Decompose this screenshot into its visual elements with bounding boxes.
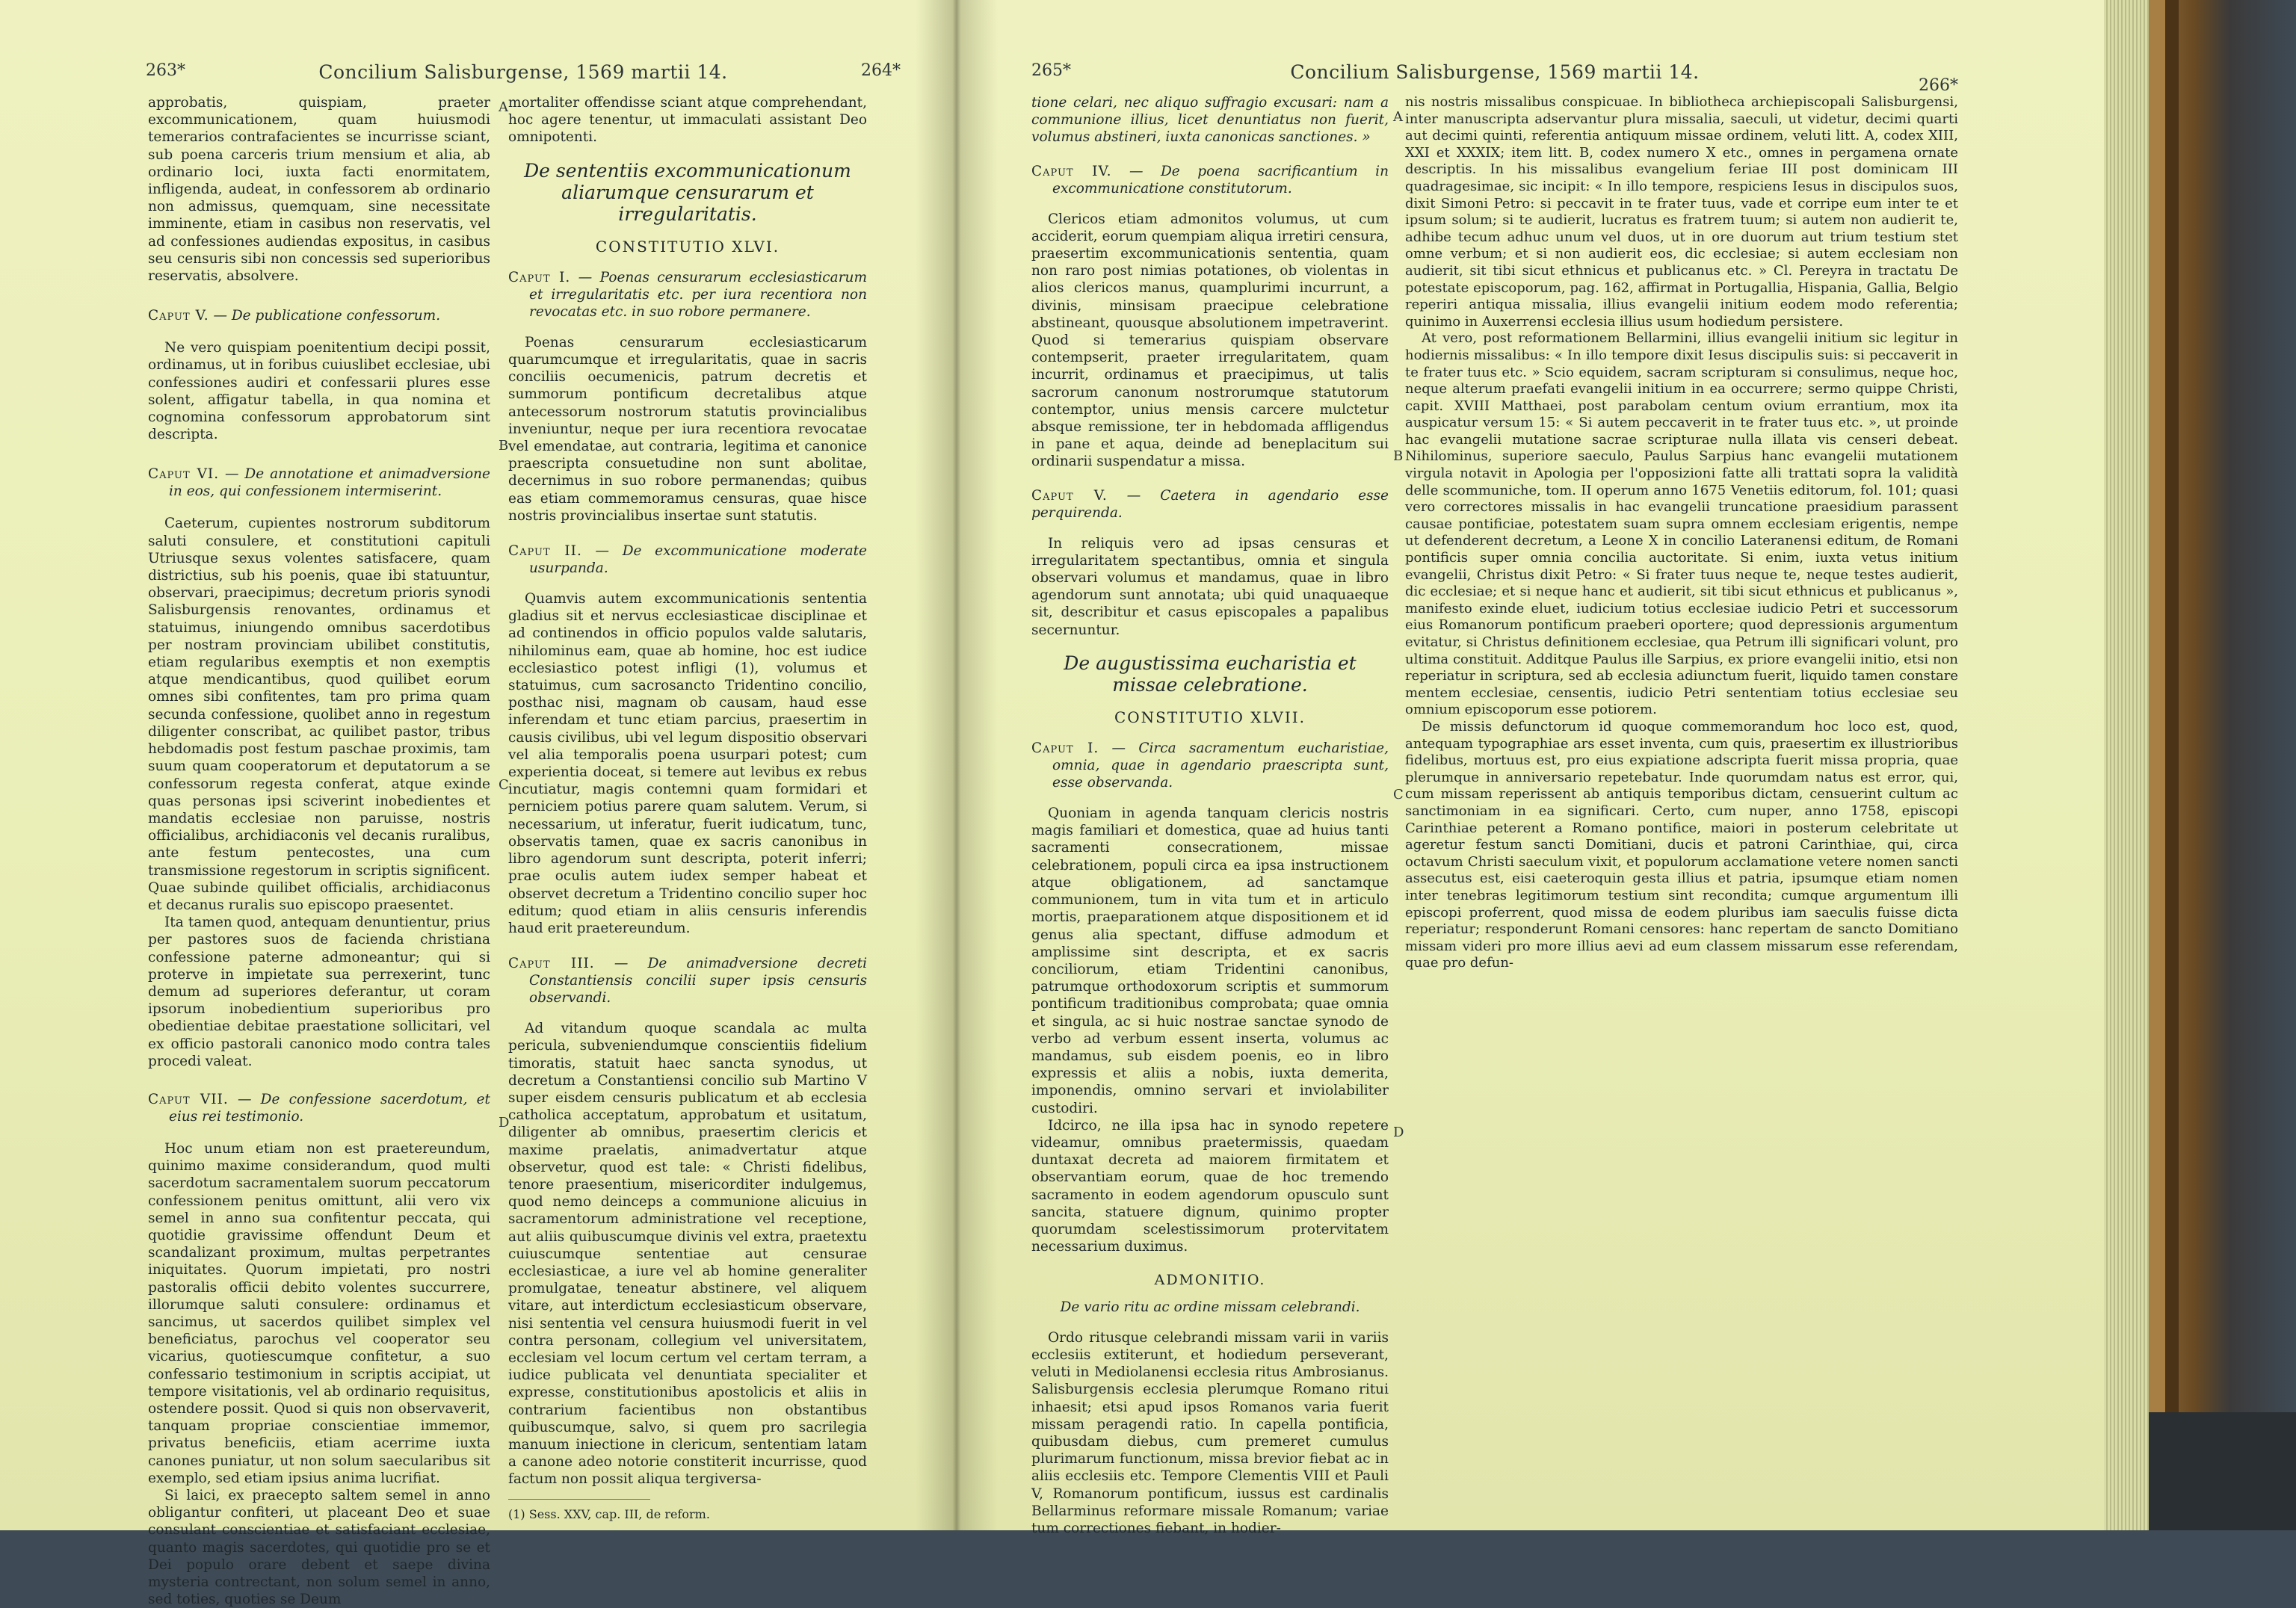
- paragraph: Ad vitandum quoque scandala ac multa pericula, subveniendumque conscientiis fidelium timoratis, statuit haec sancta synodus, ut decretum a Constantiensi concilio sub Martino V super eisdem censuris publicatum et ab ecclesia catholica acceptatum, approbatum et usitatum, diligenter ab omnibus, praesertim clericis et maxime praelatis, animadvertatur atque observetur, quod est tale: « Christi fidelibus, tenore praesentium, misericorditer indulgemus, quod nemo deinceps a communione alicuius in sacramentorum administratione vel receptione, aut aliis quibuscumque divinis vel extra, praetextu cuiuscumque sententiae aut censurae ecclesiasticae, a iure vel ab homine generaliter promulgatae, teneatur abstinere, vel aliquem vitare, aut interdictum ecclesiasticum observare, nisi sententia vel censura huiusmodi fuerit in vel contra personam, collegium vel universitatem, ecclesiam vel locum certum vel certam terram, a iudice publicata vel denuntiata specialiter et expresse, constitutionibus apostolicis et aliis in contrarium facientibus non obstantibus quibuscumque, salvo, si quem pro sacrilegia manuum iniectione in clericum, sententiam latam a canone adeo notorie constiterit incurrisse, quod factum non possit aliqua tergiversa-: [508, 1021, 867, 1488]
- section-heading: Caput I. — Poenas censurarum ecclesiasticarum et irregularitatis etc. per iura recentiora non revocatas etc. in suo robore permanere.: [508, 269, 867, 320]
- right-page-header: [1031, 61, 1958, 95]
- margin-marker: B: [499, 438, 509, 454]
- section-heading: Caput VII. — De confessione sacerdotum, et eius rei testimonio.: [148, 1091, 490, 1125]
- right-page-column-2: [1405, 94, 1958, 972]
- paragraph: Ita tamen quod, antequam denuntientur, prius per pastores suos de facienda christiana confessione paterne admoneantur; qui si proterve in impietate sua perrexerint, tunc demum ad superiores deferantur, ut coram ipsorum inobedientium superioribus pro obedientiae debitae praestatione sollicitari, vel ex officio pastorali canonico modo contra tales procedi valeat.: [148, 915, 490, 1069]
- paragraph: Si laici, ex praecepto saltem semel in anno obligantur confiteri, ut placeant Deo et suae consulant conscientiae et satisfaciant ecclesiae, quanto magis sacerdotes, qui quotidie pro se et Dei populo orare debent et saepe divina mysteria contrectant, non solum semel in anno, sed toties, quoties se Deum: [148, 1488, 490, 1608]
- left-page: [0, 0, 949, 1608]
- section-rubric: De sententiis excommunicationum aliarumque censurarum et irregularitatis.: [524, 159, 851, 225]
- section-heading: Caput II. — De excommunicatione moderate usurpanda.: [508, 543, 867, 577]
- section-rubric: De augustissima eucharistia et missae celebratione.: [1064, 652, 1357, 696]
- book-gutter: [916, 0, 998, 1530]
- left-page-header: [146, 61, 901, 91]
- paragraph: Idcirco, ne illa ipsa hac in synodo repetere videamur, omnibus praetermissis, quaedam duntaxat decreta ad maiorem firmitatem et observantiam eorum, quae de hoc tremendo sacramento in eodem agendorum opusculo sunt sancita, statuere dignum, quinimo propter quorumdam scelestissimorum protervitatem necessarium duximus.: [1031, 1117, 1389, 1255]
- margin-marker: C: [499, 777, 509, 793]
- page-number: 263*: [146, 61, 185, 80]
- paragraph: Clericos etiam admonitos volumus, ut cum acciderit, eorum quempiam aliqua irretiri censura, praesertim excommunicationis sententia, quam non raro post nimias potationes, ob violentas in alios clericos manus, quamplurimi incurrunt, a divinis, minsisam praecipue celebratione abstineant, quousque absolutionem impetraverint. Quod si temerarius quispiam observare contempserit, praeter irregularitatem, quam incurrit, ordinamus et praecipimus, ut talis sacrorum canonum nostrorumque statutorum contemptor, unius mensis carcere mulctetur absque remissione, ter in hebdomada affligendus in pane et aqua, deinde ad beneplacitum sui ordinarii suspendatur a missa.: [1031, 211, 1389, 470]
- right-page-column-1: [1031, 94, 1389, 1537]
- section-heading: Caput V. — Caetera in agendario esse perquirenda.: [1031, 487, 1389, 521]
- section-heading: Caput VI. — De annotatione et animadversione in eos, qui confessionem intermiserint.: [148, 466, 490, 500]
- page-number: 265*: [1031, 61, 1071, 80]
- margin-marker: D: [499, 1115, 510, 1131]
- cover-edge-shadow: [2165, 0, 2179, 1530]
- paragraph: De missis defunctorum id quoque commemorandum hoc loco est, quod, antequam typographiae ars esset inventa, cum quis, praesertim ex illustrioribus fidelibus, mortuus est, pro eius expiatione adscripta fuerit missa propria, quae plerumque in anniversario repetebatur. Inde quorumdam natus est error, qui, cum missam reperissent ab antiquis temporibus dictam, censuerint cultum ac sanctimoniam in ea significari. Certo, cum nuper, anno 1758, episcopi Carinthiae peterent a Romano pontifice, maiori in posterum celebritate ut ageretur festum sancti Domitiani, ducis et patroni Carinthiae, qui, circa octavum Christi saeculum vixit, et populorum acclamatione vetere nomen sancti assecutus est, eisi caeteroquin gesta illius et patria, ipsumque etiam nomen inter tenebras legitimorum testium sint recondita; cumque argumentum illi episcopi proferrent, quod missa de eodem pluribus iam saeculis fuisse dicta reperiatur; responderunt Romani censores: hanc repertam de sancto Domitiano missam videri pro more illius aevi ad eum classem missarum esse referendam, quae pro defun-: [1405, 718, 1958, 971]
- constitution-heading: CONSTITUTIO XLVII.: [1114, 708, 1306, 726]
- background-shadow: [2149, 1412, 2296, 1530]
- section-heading: Caput III. — De animadversione decreti Constantiensis concilii super ipsis censuris observandi.: [508, 956, 868, 1006]
- admonition-subtitle: De vario ritu ac ordine missam celebrandi.: [1060, 1299, 1360, 1315]
- page-number: 264*: [861, 61, 901, 80]
- left-page-column-2: [508, 94, 867, 1523]
- page-number: 266*: [1919, 76, 1958, 95]
- page-edges: [2104, 0, 2149, 1530]
- running-title: Concilium Salisburgense, 1569 martii 14.: [318, 61, 728, 83]
- margin-marker: B: [1393, 448, 1404, 464]
- paragraph: Hoc unum etiam non est praetereundum, quinimo maxime considerandum, quod multi sacerdotum sacramentalem suorum peccatorum confessionem penitus omittunt, alii vero vix semel in anno sua confitentur peccata, qui quotidie gravissime offendunt Deum et scandalizant proximum, multas perpetrantes iniquitates. Quorum impietati, pro nostri pastoralis officii debito volentes succurrere, illorumque saluti consulere: ordinamus et sancimus, ut sacerdos quilibet simplex vel beneficiatus, parochus vel cooperator seu vicarius, quotiescumque confitetur, a suo confessario testimonium in scriptis accipiat, ut tempore visitationis, vel ab ordinario requisitus, ostendere possit. Quod si quis non observaverit, tanquam propriae conscientiae immemor, privatus beneficiis, etiam acerrime iuxta canones puniatur, ut non solum saecularibus sit exemplo, sed etiam ipsius anima lucrifiat.: [148, 1140, 490, 1486]
- admonition-heading: ADMONITIO.: [1154, 1272, 1266, 1289]
- book-cover: [2149, 0, 2296, 1530]
- section-heading: Caput I. — Circa sacramentum eucharistiae, omnia, quae in agendario praescripta sunt, esse observanda.: [1031, 740, 1389, 791]
- right-page: [949, 0, 2104, 1536]
- paragraph: Poenas censurarum ecclesiasticarum quarumcumque et irregularitatis, quae in sacris conciliis oecumenicis, patrum decretis et summorum pontificum decretalibus atque antecessorum nostrorum statutis provincialibus inveniuntur, neque per iura recentiora revocatae vel emendatae, aut contraria, legitima et canonice praescripta consuetudine non sunt abolitae, decernimus in suo robore permanendas; quibus eas etiam commemoramus censuras, quae hisce nostris provincialibus insertae sunt statutis.: [508, 334, 867, 524]
- running-title: Concilium Salisburgense, 1569 martii 14.: [1290, 61, 1700, 83]
- section-heading: Caput V. — De publicatione confessorum.: [148, 308, 441, 324]
- margin-marker: D: [1393, 1125, 1404, 1140]
- margin-marker: A: [499, 99, 508, 115]
- paragraph: mortaliter offendisse sciant atque comprehendant, hoc agere tenentur, ut immaculati assistant Deo omnipotenti.: [508, 95, 867, 146]
- paragraph: Quoniam in agenda tanquam clericis nostris magis familiari et domestica, quae ad huius tanti sacramenti consecrationem, missae celebrationem, populi circa ea ipsa instructionem atque obligationem, ad sanctamque communionem, tum in vita tum et in articulo mortis, praeparationem atque dispositionem et id genus alia spectant, diffuse admodum et amplissime sint descripta, et ex sacris conciliorum, etiam Tridentini canonibus, patrumque orthodoxorum scriptis et summorum pontificum traditionibus comprobata; quae omnia et singula, ac si huic nostrae sanctae synodo de verbo ad verbum essent inserta, volumus ac mandamus, sub eisdem poenis, eo in libro expressis et aliis a nobis, iuxta demerita, imponendis, omnino servari et inviolabiliter custodiri.: [1031, 805, 1389, 1116]
- paragraph: Ne vero quispiam poenitentium decipi possit, ordinamus, ut in foribus cuiuslibet ecclesiae, ubi confessiones audiri et confessarii plures esse solent, affigatur tabella, in qua nomina et cognomina confessorum approbatorum sint descripta.: [148, 340, 490, 443]
- paragraph: approbatis, quispiam, praeter excommunicationem, quam huiusmodi temerarios contrafacientes se incurrisse sciant, sub poena carceris trium mensium et alia, ab ordinario loci, iuxta facti enormitatem, infligenda, audeat, in confessorem ab ordinario non admissus, quemquam, sine necessitate imminente, etiam in casibus non reservatis, vel ad confessiones audiendas expositus, in casibus seu censuris sibi non concessis sed superioribus reservatis, absolvere.: [148, 95, 490, 285]
- cover-edge: [2149, 0, 2165, 1530]
- margin-marker: C: [1393, 787, 1404, 803]
- paragraph: At vero, post reformationem Bellarmini, illius evangelii initium sic legitur in hodiernis missalibus: « In illo tempore dixit Iesus discipulis suis: si peccaverit in te frater tuus etc. » Scio equidem, sacram scripturam si consulimus, neque hoc, neque alterum praefati evangelii initium in ea occurrere; sermo quippe Christi, capit. XVIII Matthaei, post parabolam centum ovium errantium, mox ita auspicatur versum 15: « Si autem peccaverit in te frater tuus etc. », ut proinde hac evangelii mutatione sacrae scripturae nulla illata vis censeri debeat. Nihilominus, superiore saeculo, Paulus Sarpius hanc evangelii mutationem virgula notavit in Apologia per l'opposizioni fatte alli trattati sopra la validità delle scommuniche, tom. II operum anno 1675 Venetiis editorum, fol. 101; quasi vero correctores missalis in hac evangelii truncatione praesidium parassent causae pontificiae, potestatem suam supra omnem ecclesiam erigentis, nempe ut defenderent decretum, a Leone X in concilio Lateranensi editum, de Romani pontificis super omnia concilia auctoritate. Si enim, iuxta vetus initium evangelii, Christus dixit Petro: « Si frater tuus neque te, neque testes audierit, dic ecclesiae; et si neque hanc et audierit, sit tibi sicut ethnicus et publicanus », manifesto exinde eluet, iudicium totius ecclesiae iudicio Petri et successorum eius Romanorum pontificum praeberi oportere; quod depressionis argumentum evitatur, si Christus definitionem ecclesiae, qua Petrum illi significari volunt, pro ultima constituit. Additque Paulus ille Sarpius, ex priore evangelii initio, etsi non reperiatur in scriptura, sed ab ecclesia adiunctum fuerit, liquido tamen constare mentem ecclesiae, censentis, iudicio Petri sententiam totius ecclesiae seu omnium episcoporum esse potiorem.: [1405, 330, 1958, 718]
- margin-marker: A: [1393, 109, 1403, 125]
- footnote-rule: [508, 1499, 650, 1500]
- paragraph: tione celari, nec aliquo suffragio excusari: nam a communione illius, licet denuntiatus non fuerit, volumus abstineri, iuxta canonicas sanctiones. »: [1031, 95, 1389, 146]
- paragraph: Ordo ritusque celebrandi missam varii in variis ecclesiis extiterunt, et hodiedum perseverant, veluti in Mediolanensi ecclesia ritus Ambrosianus. Salisburgensis ecclesia plerumque Romano ritui inhaesit; etsi apud ipsos Romanos varia fuerit missam peragendi ratio. In capella pontificia, quibusdam diebus, cum premeret cumulus plurimarum functionum, missa brevior fiebat ac in aliis ecclesiis etc. Tempore Clementis VIII et Pauli V, Romanorum pontificum, iussus est cardinalis Bellarminus reformare missale Romanum; variae tum correctiones fiebant, in hodier-: [1031, 1329, 1389, 1536]
- paragraph: nis nostris missalibus conspicuae. In bibliotheca archiepiscopali Salisburgensi, inter manuscripta adservantur plura missalia, saeculi, ut videtur, decimi quarti aut decimi quinti, referentia antiquum missae ordinem, veluti litt. A, codex XIII, XXI et XXXIX; item litt. B, codex numero X etc., omnes in pergamena ornate descriptis. In his missalibus evangelium feriae III post dominicam III quadragesimae, sic incipit: « In illo tempore, respiciens Iesus in discipulos suos, dixit Simoni Petro: si peccavit in te frater tuus, vade et corripe eum inter te et ipsum solum; si te audierit, lucratus es fratrem tuum; si autem non audierit te, adhibe tecum adhuc unum vel duos, ut in ore duorum aut trium testium stet omne verbum; et si non audierit eos, dic ecclesiae; si autem ecclesiam non audierit, sit tibi sicut ethnicus et publicanus etc. » Cl. Pereyra in tractatu De potestate episcoporum, pag. 162, affirmat in Portugallia, Hispania, Gallia, Belgio reperiri antiqua missalia, illius evangelii initium eodem modo referentia; quinimo in Auxerrensi ecclesia illius usum hodiedum persistere.: [1405, 94, 1958, 330]
- paragraph: Quamvis autem excommunicationis sententia gladius sit et nervus ecclesiasticae disciplinae et ad continendos in officio populos valde salutaris, nihilominus eam, quae ab homine, hoc est iudice ecclesiastico potest infligi (1), volumus et statuimus, cum sacrosancto Tridentino concilio, posthac nisi, magnam ob causam, haud esse inferendam et tunc etiam parcius, praesertim in causis civilibus, ubi vel legum dispositio observari vel alia temporalis poena usurpari potest; cum experientia doceat, si temere aut levibus ex rebus incutiatur, magis contemni quam formidari et perniciem potius parere quam salutem. Verum, si necessarium, ut inferatur, fuerit iudicatum, tunc, observatis tamen, quae ex sacris canonibus in libro agendorum sunt descripta, poterit inferri; prae oculis autem iudex semper habeat et observet decretum a Tridentino concilio super hoc editum; quod etiam in aliis censuris inferendis haud erit praetereundum.: [508, 591, 867, 936]
- section-heading: Caput IV. — De poena sacrificantium in excommunicatione constitutorum.: [1031, 163, 1389, 197]
- paragraph: In reliquis vero ad ipsas censuras et irregularitatem spectantibus, omnia et singula observari volumus et mandamus, quae in libro agendorum sunt annotata; ubi quid unaquaeque sit, describitur et casus episcopales a papalibus secernuntur.: [1031, 535, 1389, 638]
- constitution-heading: CONSTITUTIO XLVI.: [595, 237, 780, 256]
- footnote: (1) Sess. XXV, cap. III, de reform.: [508, 1506, 710, 1521]
- paragraph: Caeterum, cupientes nostrorum subditorum saluti consulere, et constitutioni capituli Utriusque sexus volentes satisfacere, quam districtius, sub his poenis, quae ibi statuuntur, observari, praecipimus; decretum prioris synodi Salisburgensis renovantes, ordinamus et statuimus, iniungendo omnibus sacerdotibus per nostram provinciam ubilibet constitutis, etiam regularibus exemptis et non exemptis atque mendicantibus, quod quilibet eorum omnes sibi confitentes, tam pro prima quam secunda confessione, quolibet anno in regestum diligenter conscribat, ac quilibet pastor, tribus hebdomadis post festum paschae proximis, tam suum quam cooperatorum et deputatorum a se confessorum regesta conferat, atque exinde quas personas ipsi sciverint inobedientes et mandatis ecclesiae non paruisse, nostris officialibus, archidiaconis vel decanis ruralibus, ante festum pentecostes, una cum transmissione regestorum in scriptis significent. Quae subinde quilibet officialis, archidiaconus et decanus ruralis suo episcopo praesentet.: [148, 516, 490, 913]
- left-page-column-1: [148, 94, 490, 1608]
